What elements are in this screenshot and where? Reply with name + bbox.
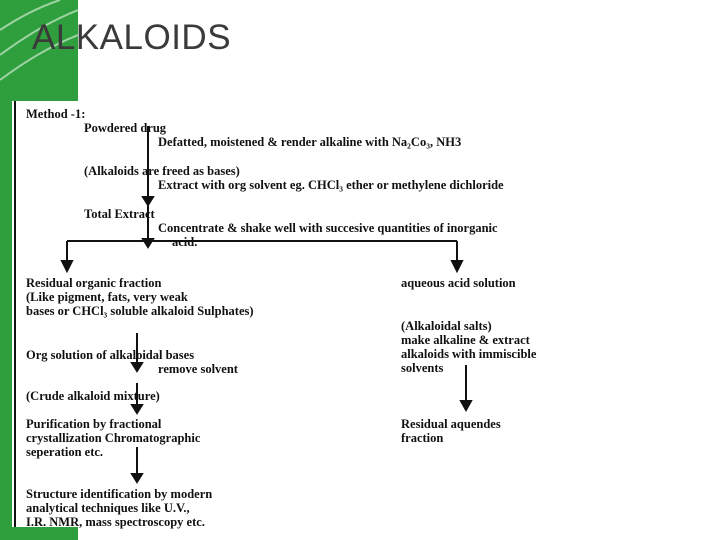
concentrate-step-2: acid. [172,235,198,249]
arrow-head [452,261,462,271]
arrow-head [132,363,142,371]
structure-1: Structure identification by modern [26,487,213,501]
residual-organic-1: Residual organic fraction [26,276,162,290]
slide-title: ALKALOIDS [32,18,232,57]
crude-mixture: (Crude alkaloid mixture) [26,389,160,403]
aqueous-acid: aqueous acid solution [401,276,516,290]
remove-solvent: remove solvent [158,362,238,376]
make-alkaline: make alkaline & extract [401,333,530,347]
arrow-head [132,474,142,482]
flowchart-image [12,101,708,527]
powdered-drug: Powdered drug [84,121,167,135]
defatted-step: Defatted, moistened & render alkaline with Na₂Co₃, NH3 [158,135,462,149]
method-label: Method -1: [26,107,86,121]
purification-2: crystallization Chromatographic [26,431,201,445]
structure-2: analytical techniques like U.V., [26,501,190,515]
arrow-head [143,197,153,205]
solvents: solvents [401,361,444,375]
alkaloids-with: alkaloids with immiscible [401,347,537,361]
arrow-head [62,261,72,271]
total-extract: Total Extract [84,207,155,221]
extract-step: Extract with org solvent eg. CHCl₃ ether or methylene dichloride [158,178,504,192]
residual-organic-3: bases or CHCl₃ soluble alkaloid Sulphates) [26,304,254,318]
purification-1: Purification by fractional [26,417,162,431]
org-solution: Org solution of alkaloidal bases [26,348,195,362]
arrow-head [132,405,142,413]
residual-organic-2: (Like pigment, fats, very weak [26,290,188,304]
purification-3: seperation etc. [26,445,104,459]
alkaloidal-salts: (Alkaloidal salts) [401,319,492,333]
freed-bases: (Alkaloids are freed as bases) [84,164,240,178]
residual-aqueous-2: fraction [401,431,444,445]
arrow-head [461,401,471,410]
residual-aqueous-1: Residual aquendes [401,417,501,431]
concentrate-step-1: Concentrate & shake well with succesive quantities of inorganic [158,221,498,235]
structure-3: I.R. NMR, mass spectroscopy etc. [26,515,205,529]
